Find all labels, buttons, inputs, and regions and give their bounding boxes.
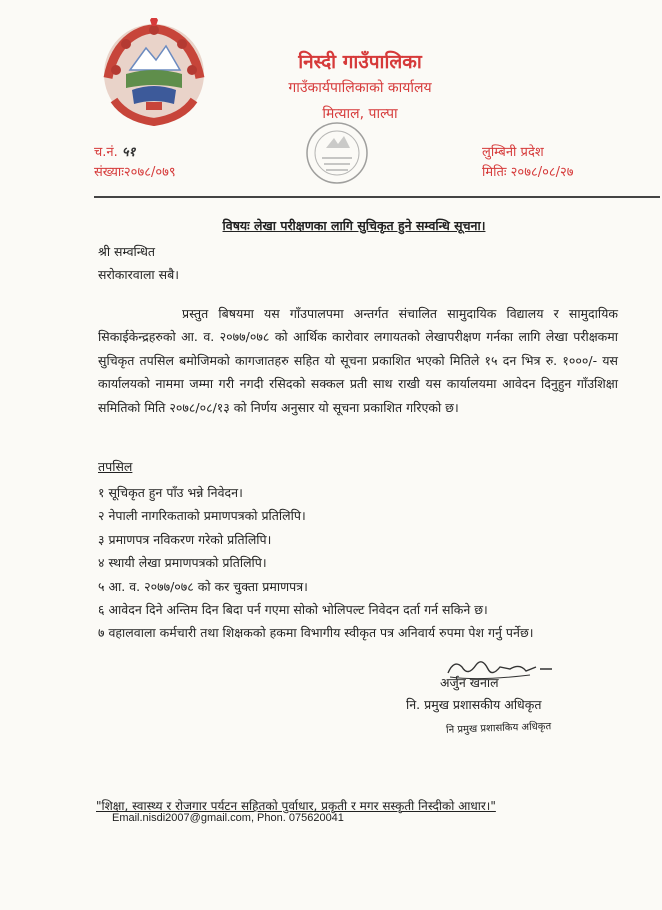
office-seal-icon (296, 112, 378, 194)
addressee-line: श्री सम्वन्धित (98, 244, 156, 259)
municipality-name: निस्दी गाउँपालिका (298, 51, 422, 73)
nepal-emblem-icon (96, 18, 212, 126)
letter-date: मितिः २०७८/०८/२७ (482, 165, 574, 180)
list-item: २ नेपाली नागरिकताको प्रमाणपत्रको प्रतिलिपि। (98, 508, 306, 524)
signatory-title: नि. प्रमुख प्रशासकीय अधिकृत (406, 697, 542, 712)
requirements-list (98, 481, 598, 645)
footer-motto: "शिक्षा, स्वास्थ्य र रोजगार पर्यटन सहितको पुर्वाधार, प्रकृती र मगर सस्कृती निस्दीको आधार।" (96, 799, 496, 813)
list-item: ५ आ. व. २०७७/०७८ को कर चुक्ता प्रमाणपत्र। (98, 578, 308, 594)
chalani-number: च.नं. ५१ (94, 145, 136, 160)
notice-paragraph: प्रस्तुत बिषयमा यस गाँउपालपमा अन्तर्गत संचालित सामुदायिक विद्यालय र सामुदायिक सिकाईकेन्द्रहरुको आ. व. २०७७/०७८ को आर्थिक कारोवार लगायतको लेखापरीक्षण गर्नका लागि लेखा परीक्षकमा सुचिकृत तपसिल बमोजिमको कागजातहरु सहित यो सूचना प्रकाशित भएको मितिले १५ दन भित्र रु. १०००/- यस कार्यालयको नाममा जम्मा गरी नगदी रसिदको सक्कल प्रती साथ राखी यस कार्यालयमा आवेदन दिनुहुन गाँउशिक्षा समितिको मिति २०७८/०८/१३ को निर्णय अनुसार यो सूचना प्रकाशित गरिएको छ। (98, 306, 618, 415)
list-item: १ सूचिकृत हुन पाँउ भन्ने निवेदन। (98, 485, 243, 500)
addressee (98, 240, 179, 286)
office-address: मित्याल, पाल्पा (322, 106, 398, 122)
date-block (482, 143, 574, 183)
list-heading: तपसिल (98, 459, 133, 474)
footer-contact: Email.nisdi2007@gmail.com, Phon. 075620041 (112, 812, 344, 824)
list-item: ७ वहालवाला कर्मचारी तथा शिक्षकको हकमा विभागीय स्वीकृत पत्र अनिवार्य रुपमा पेश गर्नु पर्नेछ। (98, 625, 534, 641)
office-name: गाउँकार्यपालिकाको कार्यालय (288, 80, 432, 96)
reference-block (94, 143, 176, 183)
signatory-name: अर्जुन खनाल (440, 675, 499, 690)
list-item: ३ प्रमाणपत्र नविकरण गरेको प्रतिलिपि। (98, 531, 272, 547)
subject-line: विषयः लेखा परीक्षणका लागि सुचिकृत हुने सम्वन्धि सूचना। (222, 218, 486, 233)
addressee-line: सरोकारवाला सबै। (98, 267, 179, 282)
chalani-handwritten: ५१ (121, 145, 136, 160)
header-divider (94, 196, 660, 198)
list-item: ४ स्थायी लेखा प्रमाणपत्रको प्रतिलिपि। (98, 555, 267, 571)
list-item: ६ आवेदन दिने अन्तिम दिन बिदा पर्न गएमा सोको भोलिपल्ट निवेदन दर्ता गर्न सकिने छ। (98, 602, 488, 618)
fiscal-number: संख्याः२०७८/०७९ (94, 165, 176, 180)
signatory-stamp: नि प्रमुख प्रशासकिय अधिकृत (445, 721, 552, 736)
province-name: लुम्बिनी प्रदेश (482, 145, 544, 160)
